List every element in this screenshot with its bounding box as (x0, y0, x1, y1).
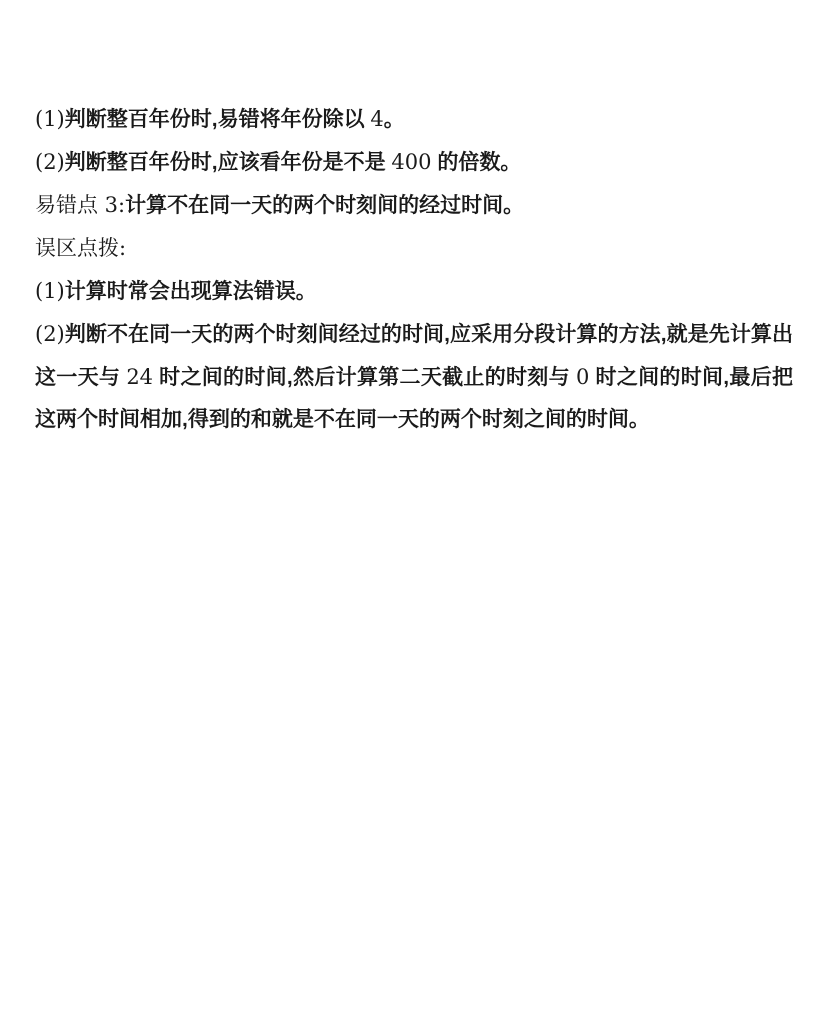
text-segment: 计算时常会出现算法错误。 (64, 280, 317, 303)
remark-1-line (35, 270, 793, 313)
item-number: (2) (35, 150, 65, 174)
text-segment: 计算不在同一天的两个时刻间的经过时间。 (125, 194, 525, 217)
item-number: (2) (35, 322, 65, 346)
numeral-segment: 4 (370, 107, 384, 131)
text-segment: 。 (383, 108, 405, 131)
error-point-3-line (35, 184, 793, 227)
text-segment: 时之间的时间,然后计算第二天截止的时刻与 (153, 366, 577, 389)
numeral-segment: 400 (391, 150, 432, 174)
misconception-label-line (35, 227, 793, 270)
section-label: 误区点拨: (35, 236, 127, 260)
remark-2-paragraph (35, 313, 793, 441)
text-segment: 判断整百年份时,应该看年份是不是 (64, 151, 392, 174)
numeral-segment: 24 (126, 365, 154, 389)
item-number: (1) (35, 279, 65, 303)
text-segment: 时之间的时间,最后把这两个时间相加,得到的和就是不在同一天的两个时刻之间的时间。 (35, 366, 793, 431)
point-2-line (35, 141, 793, 184)
document-page (0, 0, 825, 441)
text-segment: 的倍数。 (431, 151, 522, 174)
numeral-segment: 0 (576, 365, 590, 389)
section-label: 易错点 3: (35, 193, 126, 217)
text-segment: 判断整百年份时,易错将年份除以 (64, 108, 371, 131)
item-number: (1) (35, 107, 65, 131)
text-segment: 判断不在同一天的两个时刻间经过的时间,应采用分段计算的方法,就是先计算出这一天与 (35, 323, 793, 389)
point-1-line (35, 98, 793, 141)
